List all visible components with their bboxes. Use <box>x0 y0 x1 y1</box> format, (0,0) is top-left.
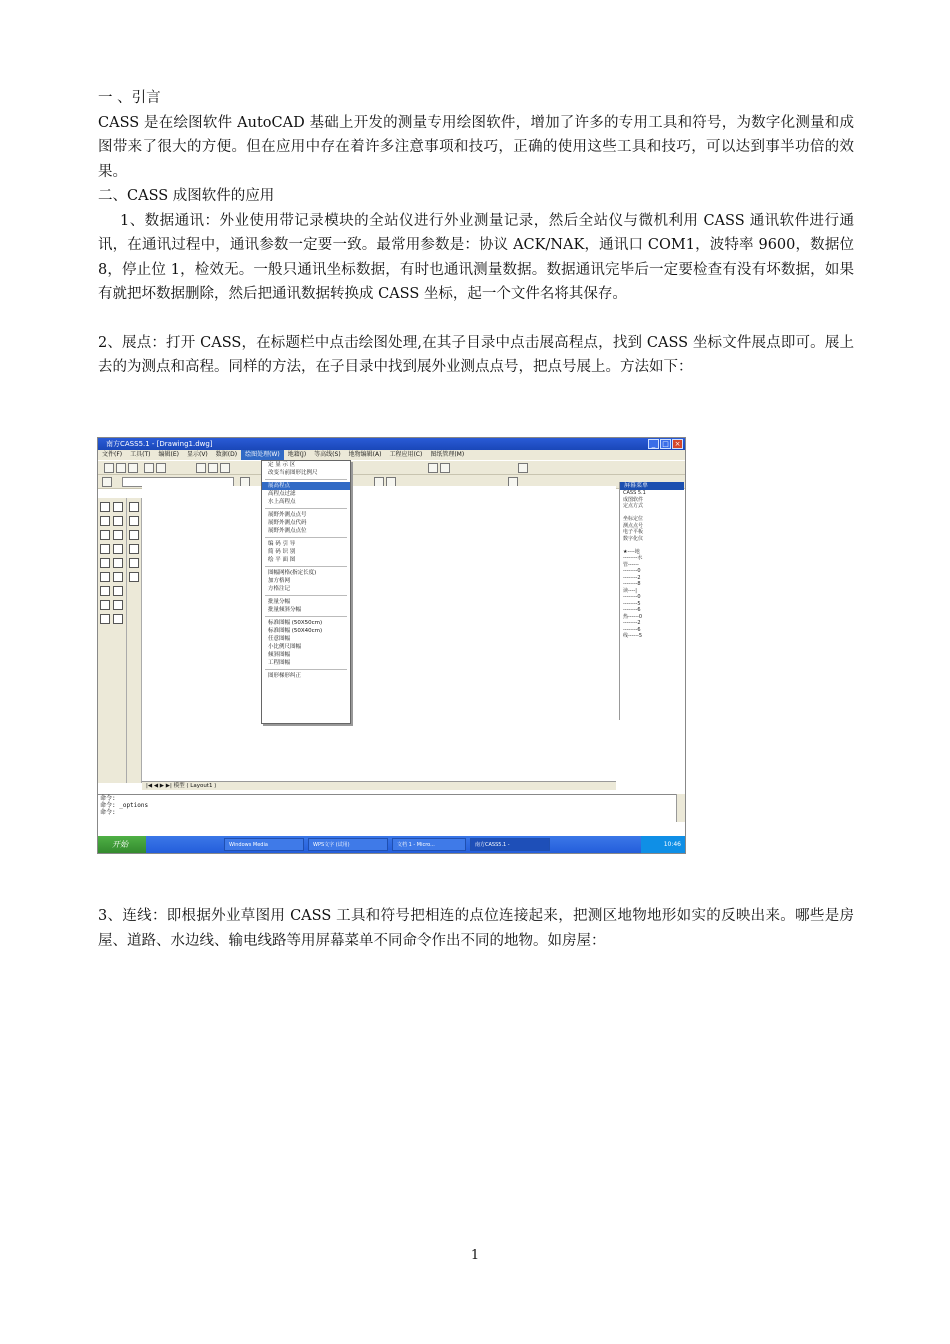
symbol-note-icon[interactable] <box>129 572 139 582</box>
screen-menu-item[interactable]: 成图软件 <box>623 496 644 503</box>
screen-menu-item[interactable]: 线------5 <box>623 633 643 639</box>
menu-separator <box>265 537 347 538</box>
dropdown-item[interactable]: 图形梯形纠正 <box>268 673 302 679</box>
intro-paragraph: CASS 是在绘图软件 AutoCAD 基础上开发的测量专用绘图软件，增加了许多的专用工具和符号，为数字化测量和成图带来了很大的方便。但在应用中存在着许多注意事项和技巧，正确的使用这些工具和技巧，可以达到事半功倍的效果。 <box>98 114 854 180</box>
dropdown-item[interactable]: 方格注记 <box>268 586 291 592</box>
cmd-line-3: 命令: <box>100 809 116 816</box>
item-3-paragraph: 3、连线：即根据外业草图用 CASS 工具和符号把相连的点位连接起来，把测区地物地形如实的反映出来。哪些是房屋、道路、水边线、输电线路等用屏幕菜单不同命令作出不同的地物。如房屋： <box>98 908 854 949</box>
menu-separator <box>265 669 347 670</box>
line-icon[interactable] <box>100 502 110 512</box>
screen-menu-item[interactable]: --------水 <box>623 555 643 561</box>
ellipse-icon[interactable] <box>100 586 110 596</box>
task-cass[interactable]: 南方CASS5.1 - <box>470 838 550 851</box>
menu-sheets[interactable]: 图纸管理(M) <box>430 451 465 458</box>
screen-menu-item[interactable]: 坐标定位 <box>623 516 644 522</box>
cmd-line-2: 命令: _options <box>100 802 149 809</box>
screen-menu-item[interactable]: --------5 <box>623 600 641 607</box>
page-number: 1 <box>470 1248 480 1263</box>
screen-menu-item[interactable]: 电子平板 <box>623 529 644 535</box>
cut-icon[interactable] <box>196 463 206 473</box>
screen-menu-item[interactable]: 管------ <box>623 561 639 568</box>
mirror-icon[interactable] <box>113 516 123 526</box>
screen-menu-item[interactable]: 定点方式 <box>623 503 644 509</box>
menu-tools[interactable]: 工具(T) <box>130 451 151 458</box>
task-wps[interactable]: WPS文字 (试用) <box>308 838 388 851</box>
screen-menu-item[interactable]: 数字化仪 <box>623 535 644 542</box>
screen-menu-item[interactable]: --------6 <box>623 626 641 633</box>
symbol-house-icon[interactable] <box>129 502 139 512</box>
dropdown-item[interactable]: 批量倾斜分幅 <box>268 607 302 613</box>
dropdown-item[interactable]: 展野外测点点位 <box>268 528 307 534</box>
dropdown-item[interactable]: 图幅网格(指定长度) <box>268 570 317 576</box>
hatch-icon[interactable] <box>100 600 110 610</box>
open-icon[interactable] <box>116 463 126 473</box>
circle-icon[interactable] <box>100 544 110 554</box>
pan-icon[interactable] <box>440 463 450 473</box>
screen-menu-item[interactable]: --------6 <box>623 607 641 613</box>
dropdown-item[interactable]: 小比例尺图幅 <box>268 644 302 650</box>
drawing-canvas[interactable] <box>142 486 616 781</box>
dropdown-item[interactable]: 批量分幅 <box>268 599 291 605</box>
copy-icon[interactable] <box>208 463 218 473</box>
body-text-top <box>98 86 854 380</box>
draw-palette <box>98 498 127 783</box>
dropdown-item[interactable]: 展野外测点点号 <box>268 512 307 518</box>
scale-icon[interactable] <box>113 586 123 596</box>
screen-menu-item[interactable]: ★----地 <box>623 548 640 555</box>
screen-menu-item[interactable]: --------8 <box>623 581 641 587</box>
rectangle-icon[interactable] <box>100 558 110 568</box>
symbol-palette <box>127 498 142 783</box>
menu-edit[interactable]: 编辑(E) <box>158 451 179 458</box>
symbol-road-icon[interactable] <box>129 516 139 526</box>
application-heading: 二、CASS 成图软件的应用 <box>98 188 275 204</box>
screen-menu-item[interactable]: 读----| <box>623 587 637 594</box>
new-icon[interactable] <box>104 463 114 473</box>
print-icon[interactable] <box>144 463 154 473</box>
window-title: 南方CASS5.1 - [Drawing1.dwg] <box>106 440 213 448</box>
task-doc[interactable]: 文档 1 - Micro... <box>392 838 466 851</box>
screen-menu-item[interactable]: --------2 <box>623 574 641 581</box>
standard-toolbar <box>98 461 685 475</box>
menu-separator <box>265 616 347 617</box>
symbol-power-icon[interactable] <box>129 544 139 554</box>
cass-screenshot <box>97 437 686 854</box>
symbol-water-icon[interactable] <box>129 530 139 540</box>
dropdown-item[interactable]: 水上高程点 <box>268 499 296 505</box>
menu-contour[interactable]: 等高线(S) <box>314 451 341 458</box>
dropdown-item[interactable]: 工程图幅 <box>268 660 291 666</box>
window-titlebar <box>98 438 685 450</box>
dropdown-item[interactable]: 编 码 引 导 <box>268 541 296 547</box>
spline-icon[interactable] <box>100 572 110 582</box>
screen-menu-item[interactable]: 热------0 <box>623 613 643 620</box>
start-button[interactable]: 开始 <box>98 836 146 853</box>
dropdown-item[interactable]: 标准图幅 (50X50cm) <box>268 620 323 626</box>
drawing-dropdown-menu <box>261 460 351 724</box>
menu-separator <box>265 566 347 567</box>
maximize-button[interactable]: □ <box>660 439 671 449</box>
item-1-paragraph: 1、数据通讯：外业使用带记录模块的全站仪进行外业测量记录，然后全站仪与微机利用 CASS 通讯软件进行通讯，在通讯过程中，通讯参数一定要一致。最常用参数是：协议 ACK/NAK，通讯口 COM1，波特率 9600，数据位 8，停止位 1，检效无。一般只通讯坐标数据，有时也通讯测量数据。数据通讯完毕后一定要检查有没有坏数据，如果有就把坏数据删除，然后把通讯数据转换成 CASS 坐标，起一个文件名将其保存。 <box>98 212 854 302</box>
layout-tabs[interactable]: |◀ ◀ ▶ ▶| 模型 ⟨ Layout1 ⟩ <box>142 781 616 790</box>
dropdown-item[interactable]: 展高程点 <box>262 482 350 490</box>
help-icon[interactable] <box>518 463 528 473</box>
dropdown-item[interactable]: 倾斜图幅 <box>268 652 291 658</box>
array-icon[interactable] <box>113 544 123 554</box>
copy-obj-icon[interactable] <box>113 502 123 512</box>
rotate-icon[interactable] <box>113 572 123 582</box>
preview-icon[interactable] <box>156 463 166 473</box>
dropdown-item[interactable]: 简 码 识 别 <box>268 549 296 555</box>
offset-icon[interactable] <box>113 530 123 540</box>
zoom-icon[interactable] <box>428 463 438 473</box>
trim-icon[interactable] <box>113 600 123 610</box>
minimize-button[interactable]: _ <box>648 439 659 449</box>
menu-bar <box>98 450 685 460</box>
dropdown-item[interactable]: 绘 平 面 图 <box>268 557 296 563</box>
text-icon[interactable] <box>100 614 110 624</box>
save-icon[interactable] <box>128 463 138 473</box>
screen-menu <box>619 482 684 720</box>
system-tray-clock: 10:46 <box>641 836 685 853</box>
taskbar <box>98 836 685 853</box>
menu-cadastre[interactable]: 地籍(J) <box>287 451 307 458</box>
arc-icon[interactable] <box>100 530 110 540</box>
menu-feature-edit[interactable]: 地物编辑(A) <box>348 451 382 458</box>
menu-separator <box>265 479 347 480</box>
dropdown-item[interactable]: 展野外测点代码 <box>268 520 307 526</box>
screen-menu-item[interactable]: --------2 <box>623 620 641 626</box>
polyline-icon[interactable] <box>100 516 110 526</box>
screen-menu-item[interactable]: 测点点号 <box>623 522 644 529</box>
paste-icon[interactable] <box>220 463 230 473</box>
menu-separator <box>265 595 347 596</box>
dropdown-item[interactable]: 任意图幅 <box>268 636 291 642</box>
screen-menu-head: 屏幕菜单 <box>620 482 684 490</box>
dropdown-item[interactable]: 加方格网 <box>268 578 291 584</box>
menu-file[interactable]: 文件(F) <box>102 451 123 458</box>
dropdown-item[interactable]: 定 显 示 区 <box>268 462 296 468</box>
menu-separator <box>265 508 347 509</box>
menu-drawing[interactable]: 绘图处理(W) <box>241 450 284 460</box>
dropdown-item[interactable]: 改变当前图形比例尺 <box>268 470 318 476</box>
command-scrollbar[interactable] <box>676 794 685 822</box>
menu-data[interactable]: 数据(D) <box>215 451 238 458</box>
menu-view[interactable]: 显示(V) <box>186 451 208 458</box>
body-text-bottom <box>98 904 854 953</box>
dropdown-item[interactable]: 标准图幅 (50X40cm) <box>268 628 323 634</box>
move-icon[interactable] <box>113 558 123 568</box>
task-media[interactable]: Windows Media <box>224 838 304 851</box>
cmd-line-1: 命令: <box>100 795 116 802</box>
intro-heading: 一 、引言 <box>98 90 161 106</box>
screen-menu-item[interactable]: --------0 <box>623 594 641 600</box>
item-2-paragraph: 2、展点：打开 CASS，在标题栏中点击绘图处理,在其子目录中点击展高程点，找到 CASS 坐标文件展点即可。展上去的为测点和高程。同样的方法，在子目录中找到展外业测点点号，把点号展上。方法如下： <box>98 334 854 375</box>
explode-icon[interactable] <box>113 614 123 624</box>
symbol-fence-icon[interactable] <box>129 558 139 568</box>
dropdown-item[interactable]: 高程点过滤 <box>268 491 296 497</box>
menu-engineering[interactable]: 工程应用(C) <box>389 451 423 458</box>
close-button[interactable]: × <box>672 439 683 449</box>
command-window[interactable] <box>98 794 685 822</box>
screen-menu-item[interactable]: --------0 <box>623 568 641 574</box>
screen-menu-item[interactable]: CASS 5.1 <box>623 490 646 496</box>
layer-manager-icon[interactable] <box>102 477 112 487</box>
